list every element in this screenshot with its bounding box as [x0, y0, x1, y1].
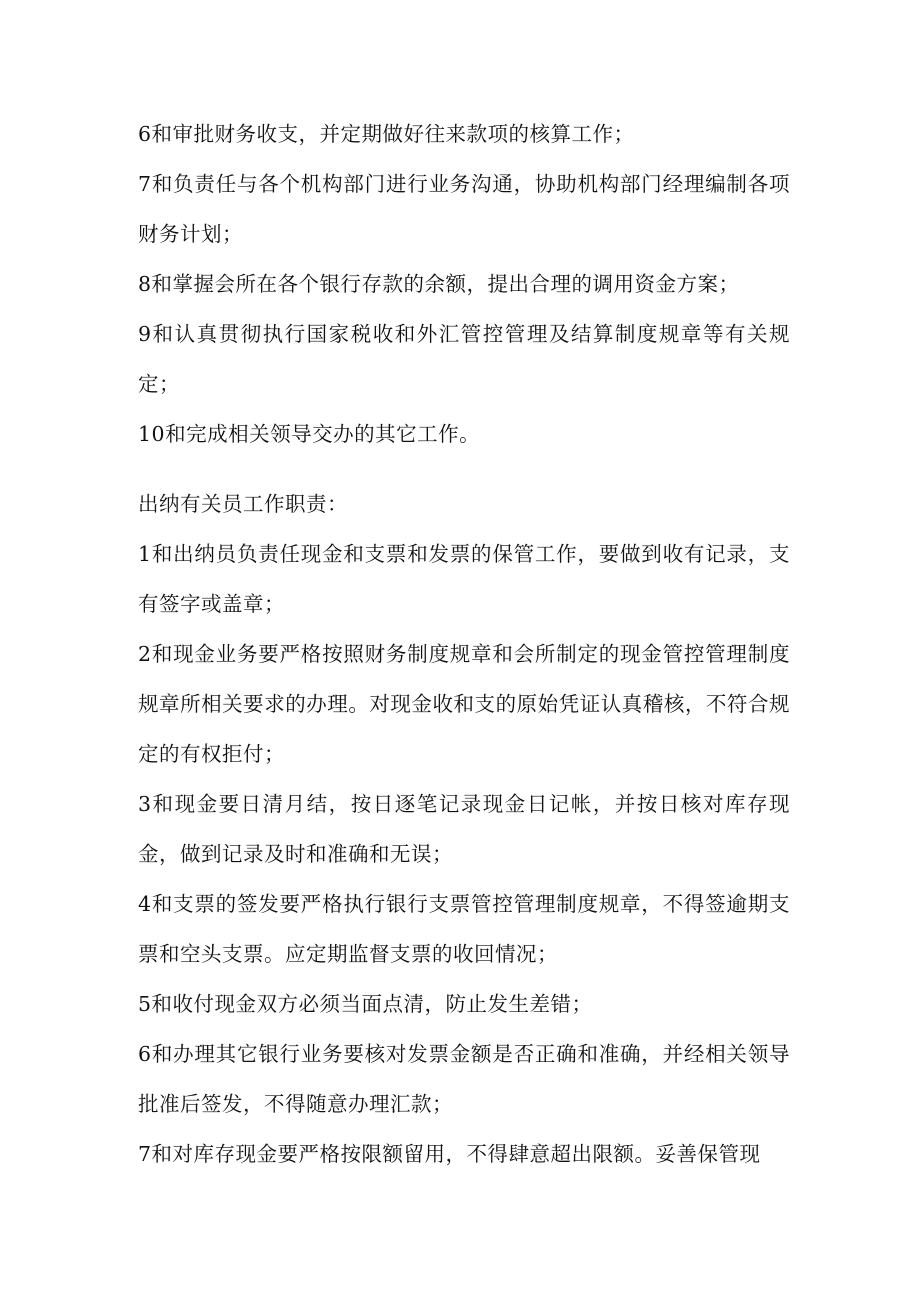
section-heading: 出纳有关员工作职责：: [138, 492, 348, 516]
cashier-duty-item-1: 1和出纳员负责任现金和支票和发票的保管工作，要做到收有记录，支有签字或盖章；: [138, 542, 790, 616]
cashier-duty-item-3: 3和现金要日清月结，按日逐笔记录现金日记帐，并按日核对库存现金，做到记录及时和准确和无误；: [138, 792, 790, 866]
duty-item-7: 7和负责任与各个机构部门进行业务沟通，协助机构部门经理编制各项财务计划；: [138, 172, 790, 246]
cashier-duty-item-5: 5和收付现金双方必须当面点清，防止发生差错；: [138, 992, 593, 1016]
cashier-duty-item-4: 4和支票的签发要严格执行银行支票管控管理制度规章，不得签逾期支票和空头支票。应定期监督支票的收回情况；: [138, 892, 790, 966]
duty-item-8: 8和掌握会所在各个银行存款的余额，提出合理的调用资金方案；: [138, 272, 740, 296]
document-body: [138, 109, 790, 1179]
cashier-duty-item-2: 2和现金业务要严格按照财务制度规章和会所制定的现金管控管理制度规章所相关要求的办理。对现金收和支的原始凭证认真稽核，不符合规定的有权拒付；: [138, 642, 790, 766]
duty-item-6: 6和审批财务收支，并定期做好往来款项的核算工作；: [138, 122, 635, 146]
cashier-duty-item-7: 7和对库存现金要严格按限额留用，不得肆意超出限额。妥善保管现: [138, 1142, 761, 1166]
cashier-duty-item-6: 6和办理其它银行业务要核对发票金额是否正确和准确，并经相关领导批准后签发，不得随意办理汇款；: [138, 1042, 790, 1116]
duty-item-10: 10和完成相关领导交办的其它工作。: [138, 422, 481, 446]
duty-item-9: 9和认真贯彻执行国家税收和外汇管控管理及结算制度规章等有关规定；: [138, 322, 790, 396]
section-spacer: [138, 459, 790, 479]
